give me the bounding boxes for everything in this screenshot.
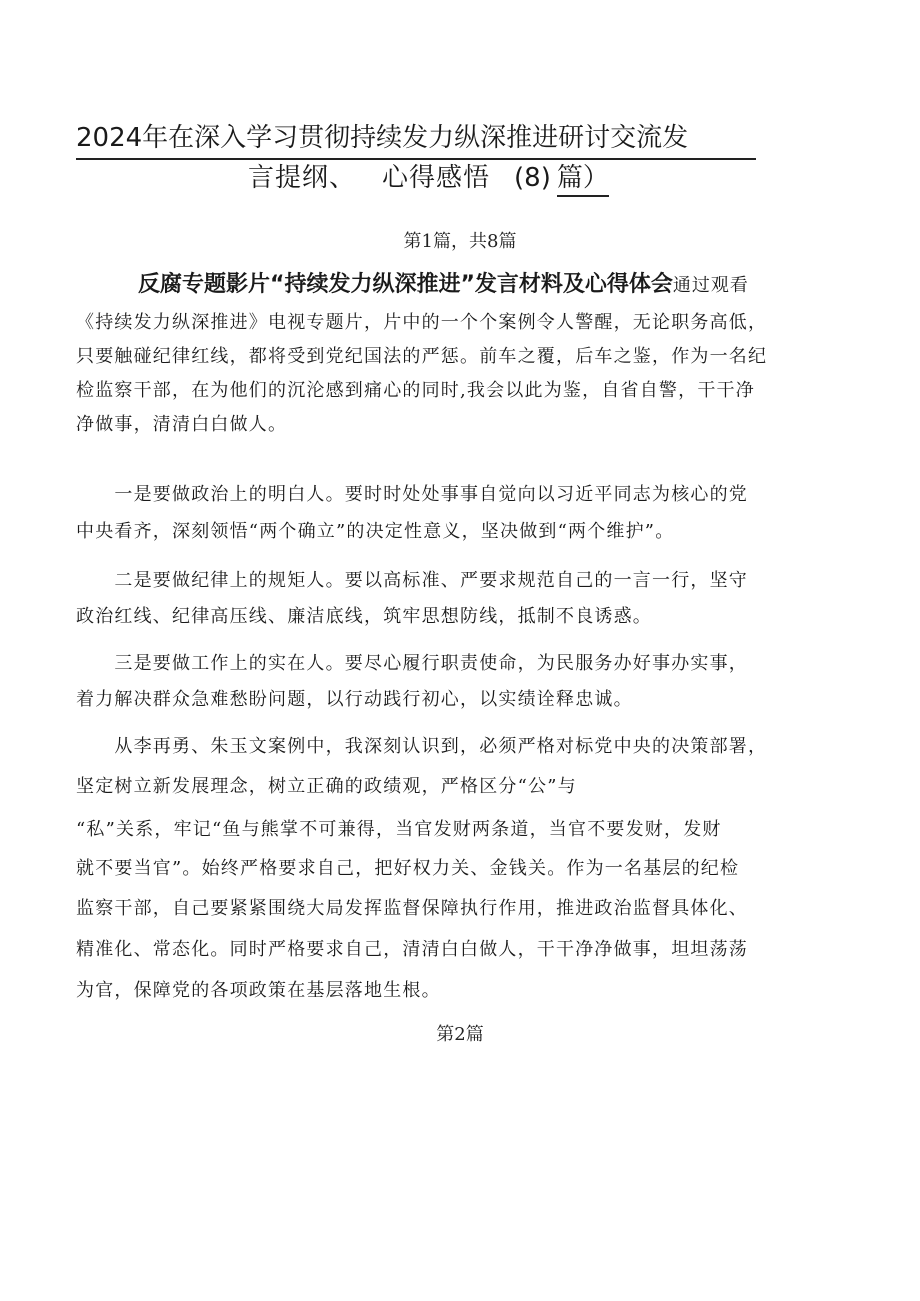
document-title-line-1: 2024年在深入学习贯彻持续发力纵深推进研讨交流发 <box>76 118 756 160</box>
title-fragment: 心得感悟 <box>382 163 491 193</box>
paragraph-line: 就不要当官”。始终严格要求自己，把好权力关、金钱关。作为一名基层的纪检 <box>76 858 740 879</box>
paragraph-line: 从李再勇、朱玉文案例中，我深刻认识到，必须严格对标党中央的决策部署， <box>76 736 768 757</box>
section-heading <box>138 268 749 303</box>
paragraph-line: 坚定树立新发展理念，树立正确的政绩观，严格区分“公”与 <box>76 776 577 797</box>
part-label-1: 第1篇，共8篇 <box>403 231 517 252</box>
paragraph-line: 《持续发力纵深推进》电视专题片，片中的一个个案例令人警醒，无论职务高低， <box>76 312 768 333</box>
section-heading-title: 反腐专题影片“持续发力纵深推进”发言材料及心得体会 <box>138 272 673 297</box>
title-fragment: (8) <box>514 163 551 193</box>
paragraph-text: 通过观看 <box>672 275 749 296</box>
paragraph-line: 检监察干部，在为他们的沉沦感到痛心的同时,我会以此为鉴，自省自警，干干净 <box>76 380 755 401</box>
paragraph-line: 中央看齐，深刻领悟“两个确立”的决定性意义，坚决做到“两个维护”。 <box>76 521 675 542</box>
paragraph-line: 一是要做政治上的明白人。要时时处处事事自觉向以习近平同志为核心的党 <box>76 484 748 505</box>
paragraph-line: 净做事，清清白白做人。 <box>76 414 288 435</box>
part-label-2: 第2篇 <box>436 1024 484 1045</box>
title-fragment: 篇） <box>557 161 609 197</box>
paragraph-line: 只要触碰纪律红线，都将受到党纪国法的严惩。前车之覆，后车之鉴，作为一名纪 <box>76 346 768 367</box>
paragraph-line: 三是要做工作上的实在人。要尽心履行职责使命，为民服务办好事办实事， <box>76 653 748 674</box>
paragraph-line: 政治红线、纪律高压线、廉洁底线，筑牢思想防线，抵制不良诱惑。 <box>76 606 652 627</box>
paragraph-line: 着力解决群众急难愁盼问题，以行动践行初心，以实绩诠释忠诚。 <box>76 689 633 710</box>
paragraph-line: “私”关系，牢记“鱼与熊掌不可兼得，当官发财两条道，当官不要发财，发财 <box>76 819 722 840</box>
document-title-line-2 <box>248 158 609 198</box>
paragraph-line: 监察干部，自己要紧紧围绕大局发挥监督保障执行作用，推进政治监督具体化、 <box>76 898 748 919</box>
paragraph-line: 精准化、常态化。同时严格要求自己，清清白白做人，干干净净做事，坦坦荡荡 <box>76 939 748 960</box>
title-fragment: 言提纲、 <box>248 163 357 193</box>
paragraph-line: 二是要做纪律上的规矩人。要以高标准、严要求规范自己的一言一行，坚守 <box>76 570 748 591</box>
paragraph-line: 为官，保障党的各项政策在基层落地生根。 <box>76 980 441 1001</box>
